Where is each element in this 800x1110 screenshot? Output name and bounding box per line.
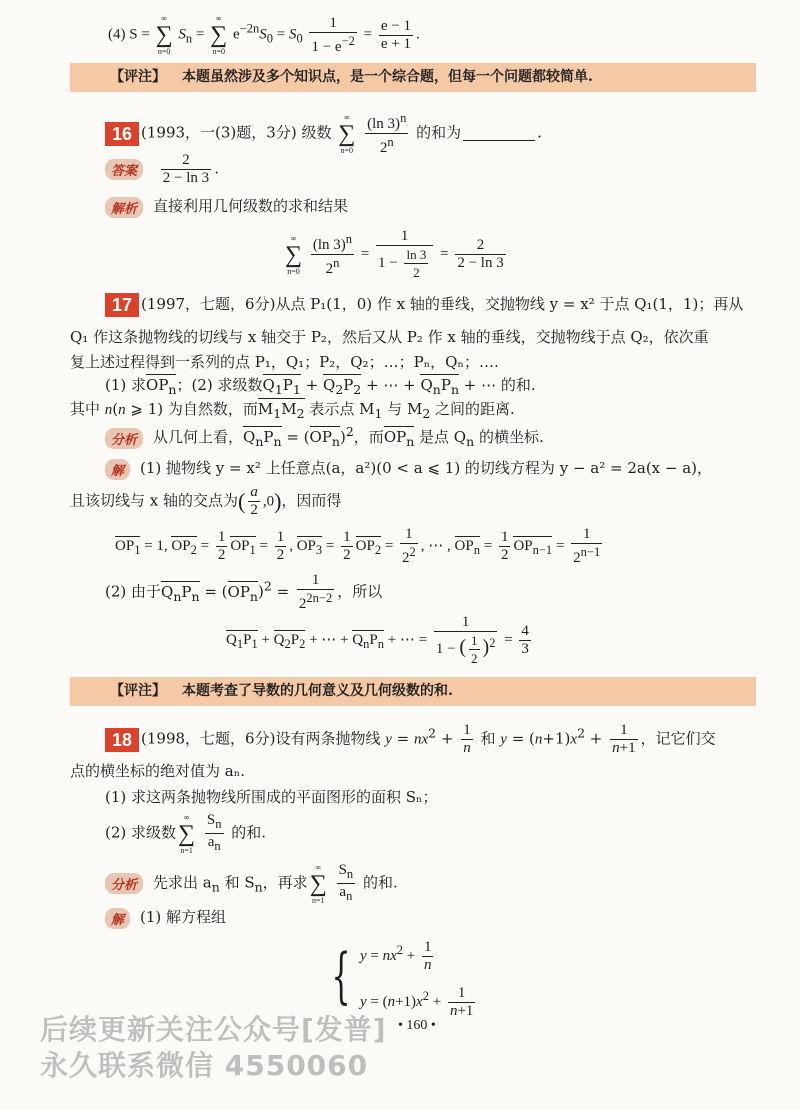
question-source: (1993，一(3)题，3分) — [141, 123, 297, 142]
question-note: 其中 n(n ⩾ 1) 为自然数，而$M_1M_2$ 表示点 $M_1$ 与 $M_2$ 之间的距离. — [70, 400, 515, 421]
solution-label: 解 — [105, 908, 130, 929]
question-number: 16 — [105, 122, 139, 146]
question-parts: (1) 求$OP_n$；(2) 求级数$Q_1P_1 + Q_2P_2$ + ⋯ + $Q_nP_n$ + ⋯ 的和. — [105, 376, 536, 397]
sigma-symbol: ∞ ∑ n=0 — [155, 14, 173, 56]
answer-label: 答案 — [105, 159, 143, 180]
sigma-symbol: ∞ ∑ n=0 — [210, 14, 228, 56]
question-text: 复上述过程得到一系列的点 P₁，Q₁；P₂，Q₂；…；Pₙ，Qₙ；…. — [70, 353, 499, 371]
question-stem: 级数 — [301, 123, 332, 142]
item4-label: (4) — [108, 26, 126, 43]
series-sum-equation: ∞ ∑ n=0 $\frac{(\ln 3)^n}{2^n}$ = 1 1 − $\frac{\ln 3}{2}$ = $\frac{2}{2 - \ln 3}$ — [285, 228, 504, 280]
analysis-row: 分析 从几何上看，$Q_nP_n = (OP_n)^2$，而$OP_n$ 是点 $Q_n$ 的横坐标. — [105, 424, 544, 449]
watermark-line-2: 永久联系微信 4550060 — [40, 1049, 369, 1082]
analysis-label: 分析 — [105, 428, 143, 449]
answer-row: 答案 $\frac{2}{2 - \ln 3}$ . — [105, 152, 219, 187]
solution-label: 解 — [105, 459, 130, 480]
comment-text: 本题虽然涉及多个知识点，是一个综合题，但每一个问题都较简单. — [182, 69, 593, 85]
solution-part2: (2) 由于$Q_nP_n = (OP_n)^2$ = $\frac{1}{2^{2n-2}}$ ，所以 — [105, 572, 383, 612]
solution-text: (1) 抛物线 y = x² 上任意点(a，a²)(0 < a ⩽ 1) 的切线方程为 y − a² = 2a(x − a)， — [140, 459, 713, 477]
comment-tag: 【评注】 — [110, 683, 166, 699]
sigma-symbol: ∞ ∑ n=0 — [338, 112, 356, 155]
answer-value: $\frac{2}{2 - \ln 3}$ — [162, 152, 210, 186]
series-result-equation: $Q_1P_1 + Q_2P_2$ + ⋯ + $Q_nP_n$ + ⋯ = 1 1 − ( $\frac{1}{2}$ )$^2$ = $\frac{4}{3}$ — [226, 614, 529, 666]
answer-blank — [463, 126, 535, 141]
solution-text: 且该切线与 x 轴的交点为( $\frac{a}{2}$ ,0)，因而得 — [70, 484, 342, 518]
question-17 — [105, 293, 743, 317]
watermark-line-1: 后续更新关注公众号[发普] — [40, 1013, 387, 1046]
comment-text: 本题考查了导数的几何意义及几何级数的和. — [182, 683, 453, 699]
solution-row — [105, 457, 712, 480]
analysis-row: 分析 先求出 $a_n$ 和 $S_n$，再求 ∞ ∑ n=1 $\frac{S_n}{a_n}$ 的和. — [105, 862, 398, 905]
question-part-2: (2) 求级数 ∞ ∑ n=1 $\frac{S_n}{a_n}$ 的和. — [105, 812, 267, 855]
question-stem-end: 的和为 — [416, 123, 462, 142]
question-number: 18 — [105, 728, 139, 752]
question-text: 点的横坐标的绝对值为 aₙ. — [70, 762, 245, 780]
question-text: Q₁ 作这条抛物线的切线与 x 轴交于 P₂，然后又从 P₂ 作 x 轴的垂线，交抛物线于点 Q₂，依次重 — [70, 328, 709, 346]
question-number: 17 — [105, 293, 139, 317]
question-text: 从点 P₁(1，0) 作 x 轴的垂线，交抛物线 y = x² 于点 Q₁(1，1)；再从 — [275, 295, 744, 313]
op-sequence-equation: $OP_1 = 1$, $OP_2$ = $\frac{1}{2}$ $OP_1$ = $\frac{1}{2}$ , $OP_3$ = $\frac{1}{2}$ $OP_2$ = $\frac{1}{2^2}$ , ⋯ , $OP_n$ = $\frac{1}{2}$ $OP_{n-1}$ = $\frac{1}{2^{n-1}}$ — [115, 526, 601, 566]
solution-label: 解析 — [105, 197, 143, 218]
question-source: (1997，七题，6分) — [141, 295, 276, 313]
solution-row — [105, 906, 226, 929]
question-source: (1998，七题，6分) — [141, 729, 276, 748]
comment-band — [70, 677, 756, 706]
equation-system: { $y = nx^2$ + $\frac{1}{n}$ $y = (n+1)x^2$ + $\frac{1}{n+1}$ — [331, 939, 474, 1020]
analysis-label: 分析 — [105, 873, 143, 894]
comment-band — [70, 63, 756, 92]
solution-text: 直接利用几何级数的求和结果 — [153, 197, 349, 215]
item4-result: $\frac{e - 1}{e + 1}$ — [380, 17, 411, 52]
question-part-1: (1) 求这两条抛物线所围成的平面图形的面积 Sₙ； — [105, 788, 438, 806]
comment-tag: 【评注】 — [110, 69, 166, 85]
item4-equation: (4) S = ∞ ∑ n=0 $S_n$ = ∞ ∑ n=0 $e^{-2n}S_0 = S_0$ $\frac{1}{1 - e^{-2}}$ = $\frac{e - 1}{e + 1}$ . — [108, 14, 420, 56]
question-16: 16 (1993，一(3)题，3分) 级数 ∞ ∑ n=0 $\frac{(\ln 3)^n}{2^n}$ 的和为 . — [105, 110, 542, 157]
question-18: 18 (1998，七题，6分)设有两条抛物线 $y = nx^2$ + $\frac{1}{n}$ 和 $y = (n+1)x^2$ + $\frac{1}{n+1}$ ，记它们交 — [105, 722, 716, 757]
solution-row — [105, 195, 348, 218]
solution-text: (1) 解方程组 — [140, 908, 227, 926]
page-number: • 160 • — [398, 1018, 436, 1033]
